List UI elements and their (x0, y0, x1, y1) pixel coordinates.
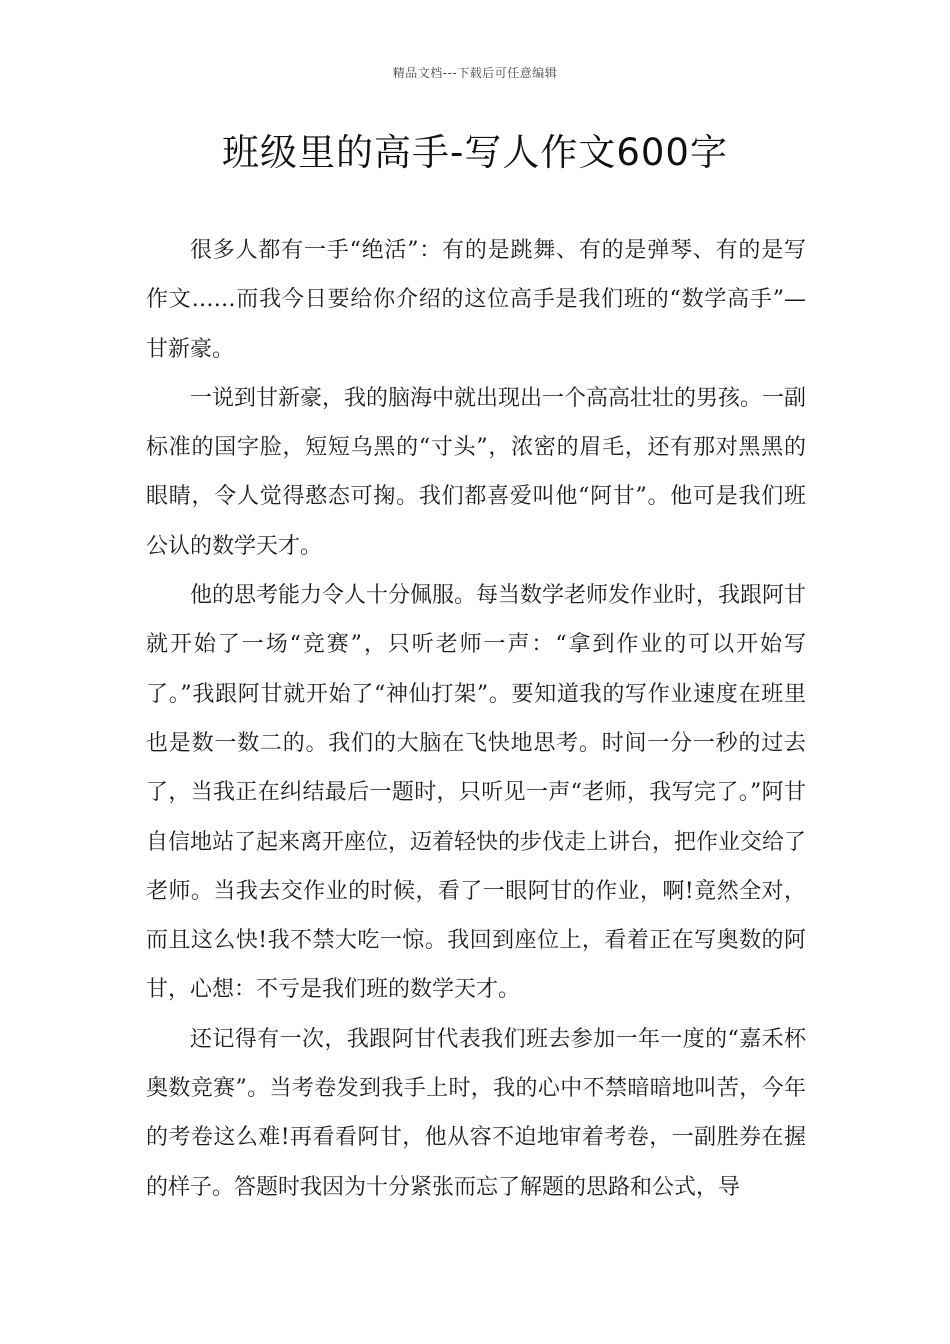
page-header-watermark: 精品文档---下载后可任意编辑 (392, 66, 558, 80)
paragraph-3: 他的思考能力令人十分佩服。每当数学老师发作业时，我跟阿甘就开始了一场“竞赛”，只听老师一声：“拿到作业的可以开始写了。”我跟阿甘就开始了“神仙打架”。要知道我的写作业速度在班里也是数一数二的。我们的大脑在飞快地思考。时间一分一秒的过去了，当我正在纠结最后一题时，只听见一声“老师，我写完了。”阿甘自信地站了起来离开座位，迈着轻快的步伐走上讲台，把作业交给了老师。当我去交作业的时候，看了一眼阿甘的作业，啊!竟然全对，而且这么快!我不禁大吃一惊。我回到座位上，看着正在写奥数的阿甘，心想：不亏是我们班的数学天才。 (146, 583, 807, 1003)
paragraph-1: 很多人都有一手“绝活”：有的是跳舞、有的是弹琴、有的是写作文……而我今日要给你介绍的这位高手是我们班的“数学高手”—甘新豪。 (146, 238, 806, 362)
paragraph-4: 还记得有一次，我跟阿甘代表我们班去参加一年一度的“嘉禾杯奥数竞赛”。当考卷发到我手上时，我的心中不禁暗暗地叫苦，今年的考卷这么难!再看看阿甘，他从容不迫地审着考卷，一副胜券在握的样子。答题时我因为十分紧张而忘了解题的思路和公式，导 (146, 1026, 806, 1200)
document-title: 班级里的高手-写人作文600字 (222, 131, 728, 174)
document-body (146, 226, 806, 1212)
paragraph-2: 一说到甘新豪，我的脑海中就出现出一个高高壮壮的男孩。一副标准的国字脸，短短乌黑的“寸头”，浓密的眉毛，还有那对黑黑的眼睛，令人觉得憨态可掬。我们都喜爱叫他“阿甘”。他可是我们班公认的数学天才。 (146, 385, 807, 559)
